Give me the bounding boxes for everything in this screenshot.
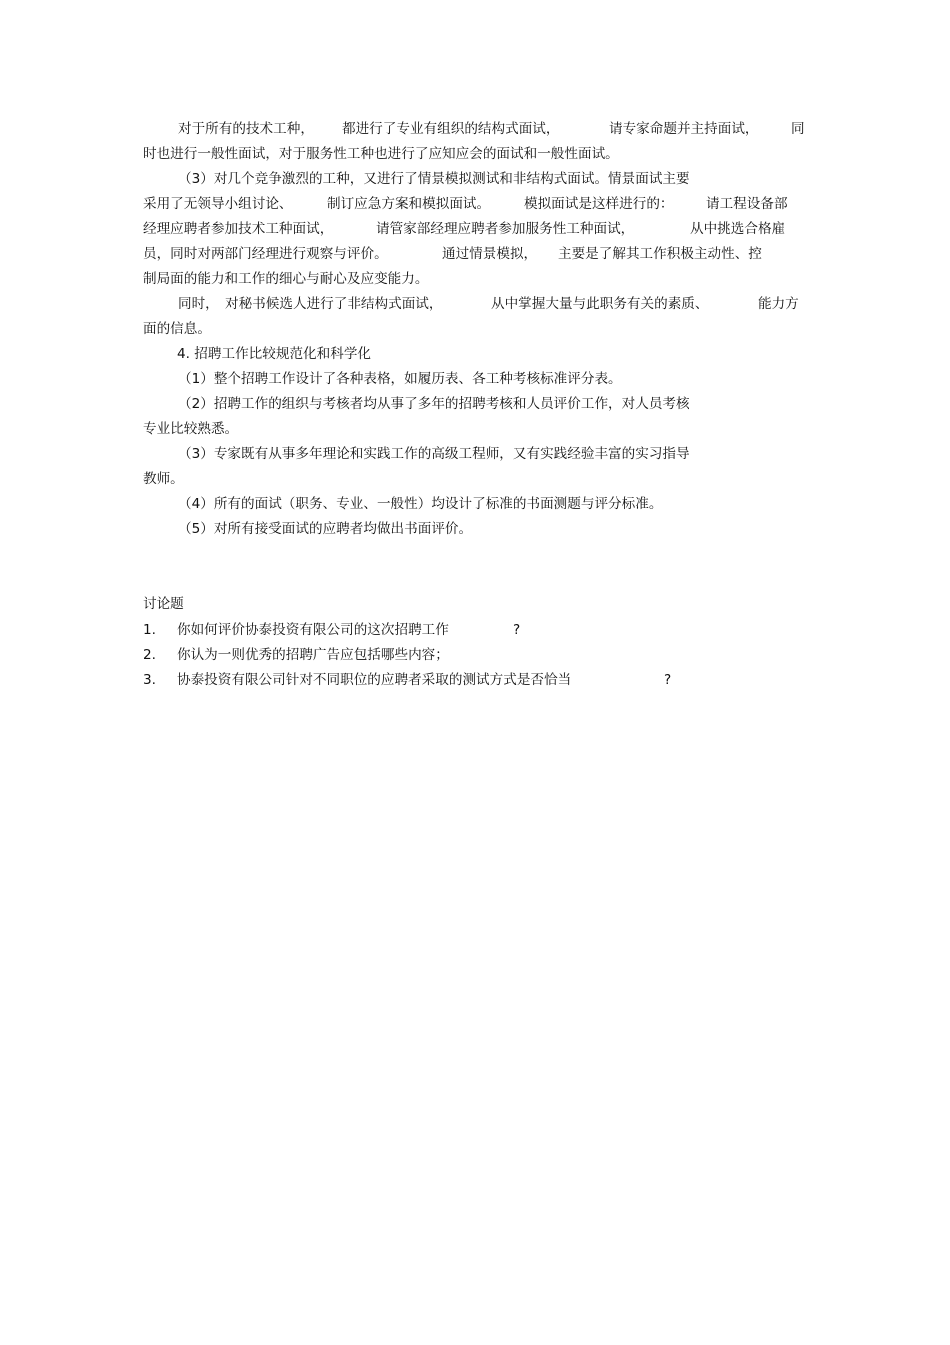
text-segment: 都进行了专业有组织的结构式面试， (342, 121, 560, 137)
list-item: （2）招聘工作的组织与考核者均从事了多年的招聘考核和人员评价工作，对人员考核 (178, 396, 690, 412)
list-item: （5）对所有接受面试的应聘者均做出书面评价。 (178, 521, 473, 537)
list-item-continuation: 教师。 (143, 471, 184, 487)
list-item: （4）所有的面试（职务、专业、一般性）均设计了标准的书面测题与评分标准。 (178, 496, 663, 512)
text-segment: 从中挑选合格雇 (690, 221, 786, 237)
list-item: （3）专家既有从事多年理论和实践工作的高级工程师，又有实践经验丰富的实习指导 (178, 446, 690, 462)
paragraph-line: 制局面的能力和工作的细心与耐心及应变能力。 (143, 271, 429, 287)
text-segment: 请工程设备部 (706, 196, 788, 212)
question-mark: ? (513, 622, 521, 638)
paragraph-line: （3）对几个竞争激烈的工种，又进行了情景模拟测试和非结构式面试。情景面试主要 (178, 171, 690, 187)
question-text: 你如何评价协泰投资有限公司的这次招聘工作 (177, 622, 449, 638)
text-segment: 同 (791, 121, 805, 137)
text-segment: 从中掌握大量与此职务有关的素质、 (491, 296, 709, 312)
question-number: 1. (143, 622, 156, 638)
discussion-title: 讨论题 (143, 596, 184, 612)
text-segment: 对秘书候选人进行了非结构式面试， (225, 296, 443, 312)
text-segment: 采用了无领导小组讨论、 (143, 196, 293, 212)
text-segment: 制订应急方案和模拟面试。 (327, 196, 491, 212)
text-segment: 请管家部经理应聘者参加服务性工种面试， (376, 221, 635, 237)
section-heading: 4. 招聘工作比较规范化和科学化 (177, 346, 372, 362)
question-text: 协泰投资有限公司针对不同职位的应聘者采取的测试方式是否恰当 (177, 672, 572, 688)
text-segment: 请专家命题并主持面试， (609, 121, 759, 137)
question-number: 2. (143, 647, 156, 663)
list-item-continuation: 专业比较熟悉。 (143, 421, 239, 437)
text-segment: 经理应聘者参加技术工种面试， (143, 221, 334, 237)
paragraph-line: 面的信息。 (143, 321, 211, 337)
text-segment: 模拟面试是这样进行的： (524, 196, 674, 212)
question-text: 你认为一则优秀的招聘广告应包括哪些内容； (177, 647, 449, 663)
question-mark: ? (664, 672, 672, 688)
text-segment: 员，同时对两部门经理进行观察与评价。 (143, 246, 388, 262)
text-segment: 对于所有的技术工种， (178, 121, 314, 137)
question-number: 3. (143, 672, 156, 688)
text-segment: 能力方 (758, 296, 799, 312)
text-segment: 通过情景模拟， (442, 246, 538, 262)
text-segment: 同时， (178, 296, 219, 312)
paragraph-line: 时也进行一般性面试，对于服务性工种也进行了应知应会的面试和一般性面试。 (143, 146, 619, 162)
list-item: （1）整个招聘工作设计了各种表格，如履历表、各工种考核标准评分表。 (178, 371, 622, 387)
text-segment: 主要是了解其工作积极主动性、控 (558, 246, 762, 262)
